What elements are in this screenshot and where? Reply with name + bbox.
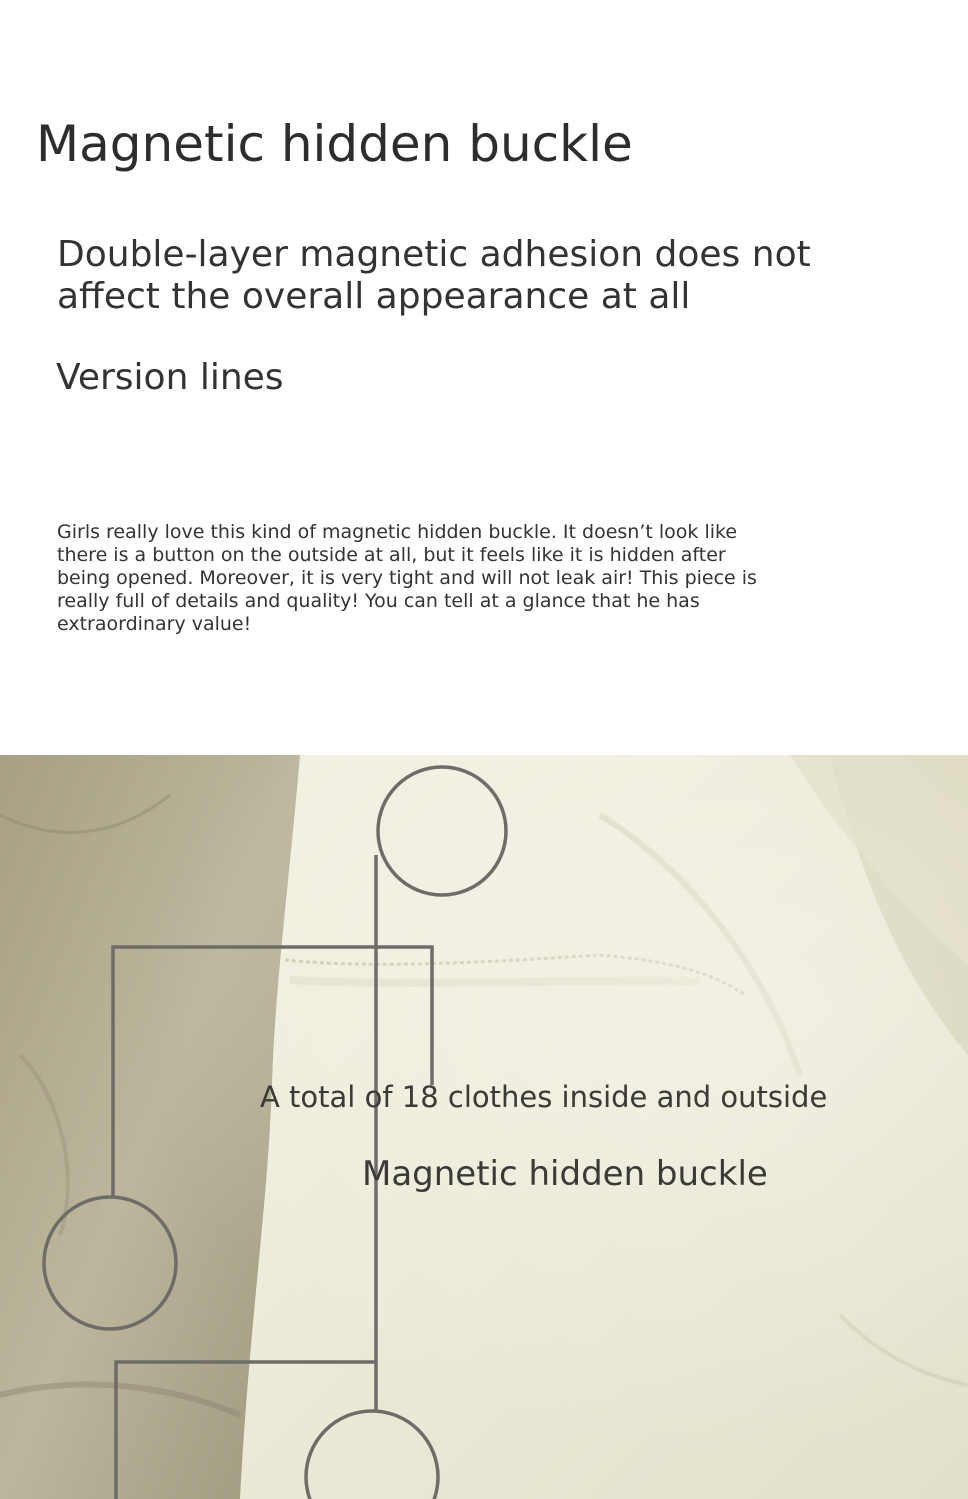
version-lines-heading: Version lines bbox=[56, 357, 284, 398]
page-title: Magnetic hidden buckle bbox=[36, 115, 633, 173]
callout-label-buckle: Magnetic hidden buckle bbox=[362, 1154, 768, 1194]
subtitle: Double-layer magnetic adhesion does not affect the overall appearance at all bbox=[57, 234, 811, 317]
product-photo bbox=[0, 755, 968, 1499]
jacket-closeup-illustration bbox=[0, 755, 968, 1499]
product-description: Girls really love this kind of magnetic hidden buckle. It doesn’t look like there is a button on the outside at all, but it feels like it is hidden after being opened. Moreover, it is very tight and will not leak air! This piece is really full of details and quality! You can tell at a glance that he has extraordinary value! bbox=[57, 521, 757, 635]
callout-label-total: A total of 18 clothes inside and outside bbox=[260, 1080, 828, 1114]
